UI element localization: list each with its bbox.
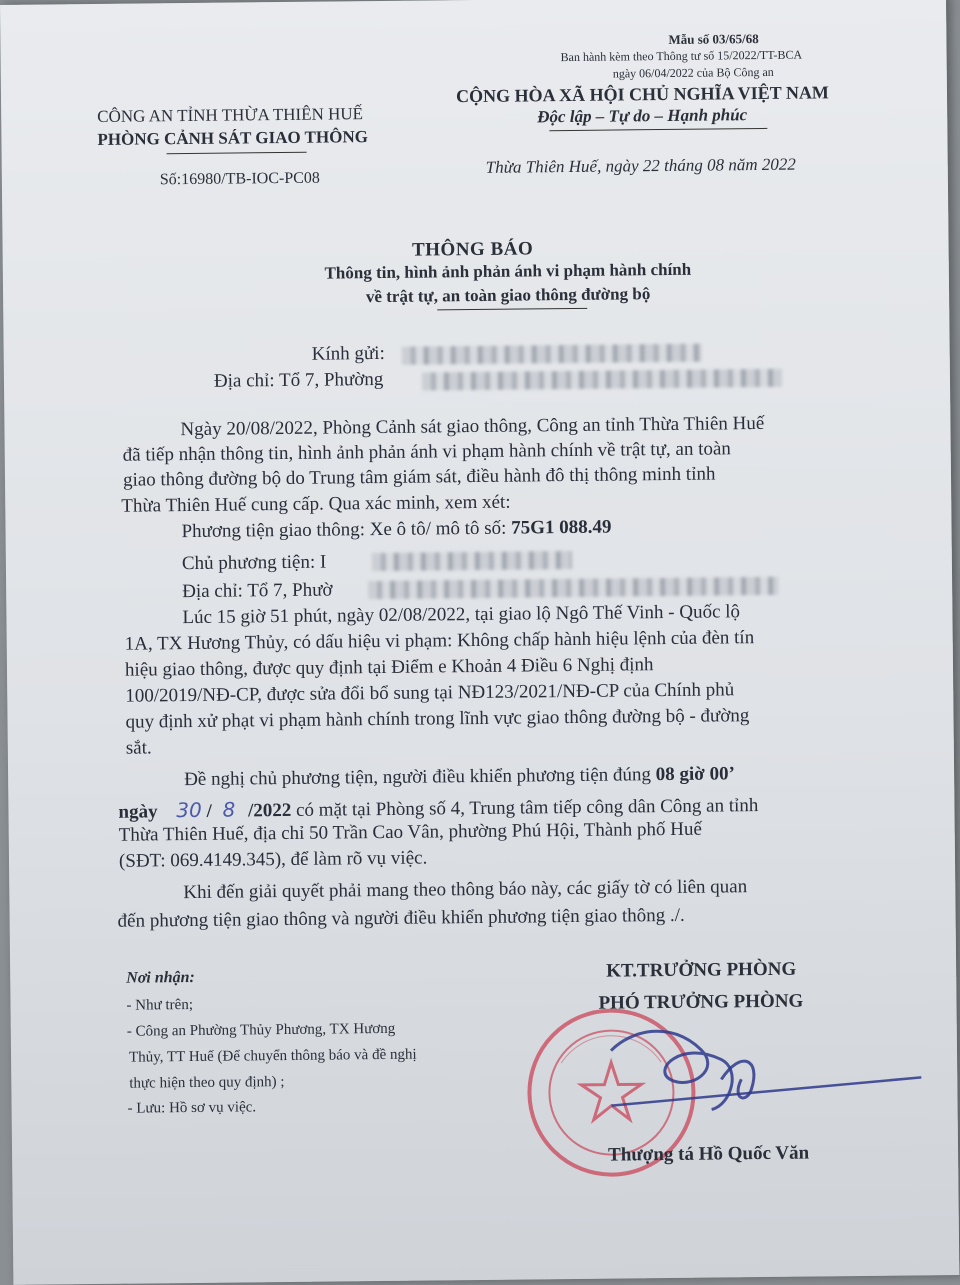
signer-title-line1: KT.TRƯỞNG PHÒNG [606,958,797,982]
nation-title: CỘNG HÒA XÃ HỘI CHỦ NGHĨA VIỆT NAM [455,82,829,107]
paragraph3-line3: Thừa Thiên Huế, địa chỉ 50 Trần Cao Vân, phường Phú Hội, Thành phố Huế [118,818,702,846]
paragraph2-line1: Lúc 15 giờ 51 phút, ngày 02/08/2022, tại giao lộ Ngô Thế Vinh - Quốc lộ [182,601,741,629]
redacted-owner-address [368,577,778,599]
signer-name: Thượng tá Hồ Quốc Văn [607,1142,810,1166]
recipient-2-cont2: thực hiện theo quy định) ; [129,1074,285,1092]
paragraph1-line3: giao thông đường bộ do Trung tâm giám sát, điều hành đô thị thông minh tỉnh [122,463,716,491]
paragraph3-intro: Đề nghị chủ phương tiện, người điều khiển phương tiện đúng [184,764,652,791]
paragraph3-location: có mặt tại Phòng số 4, Trung tâm tiếp công dân Công an tỉnh [295,795,759,821]
nation-motto: Độc lập – Tự do – Hạnh phúc [537,105,748,127]
recipient-2-cont1: Thủy, TT Huế (Để chuyển thông báo và đề nghị [128,1046,417,1066]
agency-line1: CÔNG AN TỈNH THỪA THIÊN HUẾ [97,104,364,126]
paragraph1-line4: Thừa Thiên Huế cung cấp. Qua xác minh, xem xét: [121,491,511,517]
addressee-address: Địa chỉ: Tổ 7, Phường [213,368,384,392]
redacted-addressee [402,344,702,365]
handwritten-day: 30 [176,797,202,823]
owner-address: Địa chỉ: Tổ 7, Phườ [182,579,333,603]
recipient-1: - Như trên; [126,996,194,1014]
paragraph1-line2: đã tiếp nhận thông tin, hình ảnh phản ánh vi phạm hành chính về trật tự, an toàn [122,438,731,466]
redacted-address [422,369,782,391]
paragraph2-line4: 100/2019/NĐ-CP, được sửa đổi bổ sung tại NĐ123/2021/NĐ-CP của Chính phủ [125,679,735,707]
appointment-date-label: ngày [118,801,158,823]
signature-mark [571,1007,932,1131]
document-subtitle-line2: về trật tự, an toàn giao thông đường bộ [365,284,651,307]
appointment-year: /2022 [247,799,292,822]
form-reference-line1: Ban hành kèm theo Thông tư số 15/2022/TT-BCA [560,47,803,65]
paragraph4-line1: Khi đến giải quyết phải mang theo thông báo này, các giấy tờ có liên quan [183,876,748,904]
paragraph2-line5: quy định xử phạt vi phạm hành chính trong lĩnh vực giao thông đường bộ - đường [125,705,750,733]
owner-line [182,552,327,576]
date-separator: / [206,800,212,822]
form-reference-line2: ngày 06/04/2022 của Bộ Công an [612,64,774,81]
vehicle-label: Phương tiện giao thông: Xe ô tô/ mô tô số: [181,517,507,543]
agency-line2: PHÒNG CẢNH SÁT GIAO THÔNG [97,127,368,149]
addressee-label: Kính gửi: [311,342,385,365]
recipient-2: - Công an Phường Thủy Phương, TX Hương [126,1020,396,1040]
paragraph2-line6: sắt. [125,737,152,759]
recipient-3: - Lưu: Hồ sơ vụ việc. [127,1099,257,1117]
redacted-owner [372,551,572,571]
handwritten-month: 8 [222,797,236,822]
vehicle-line [181,517,611,544]
subtitle-underline [437,308,587,311]
document-title: THÔNG BÁO [411,238,534,261]
paragraph4-line2: đến phương tiện giao thông và người điều khiển phương tiện giao thông ./. [117,904,685,932]
paragraph3-line1 [184,763,735,791]
paragraph1-line1: Ngày 20/08/2022, Phòng Cảnh sát giao thông, Công an tỉnh Thừa Thiên Huế [180,412,765,441]
owner-label: Chủ phương tiện: [181,551,316,575]
appointment-time: 08 giờ 00’ [655,763,735,786]
signer-title-line2: PHÓ TRƯỞNG PHÒNG [598,990,804,1014]
paragraph2-line3: hiệu giao thông, được quy định tại Điểm e Khoản 4 Điều 6 Nghị định [124,654,654,681]
owner-initial: I [319,551,327,573]
recipients-label: Nơi nhận: [126,968,195,987]
document-number: Số:16980/TB-IOC-PC08 [159,169,320,189]
agency-underline [167,152,307,154]
place-date: Thừa Thiên Huế, ngày 22 tháng 08 năm 2022 [485,154,796,177]
form-number: Mẫu số 03/65/68 [668,31,759,47]
document-subtitle-line1: Thông tin, hình ảnh phản ánh vi phạm hành chính [324,259,692,283]
license-plate: 75G1 088.49 [511,516,612,539]
paragraph2-line2: 1A, TX Hương Thủy, có dấu hiệu vi phạm: Không chấp hành hiệu lệnh của đèn tín [124,627,755,655]
motto-underline [549,128,767,131]
paragraph3-line4: (SĐT: 069.4149.345), để làm rõ vụ việc. [118,847,428,872]
